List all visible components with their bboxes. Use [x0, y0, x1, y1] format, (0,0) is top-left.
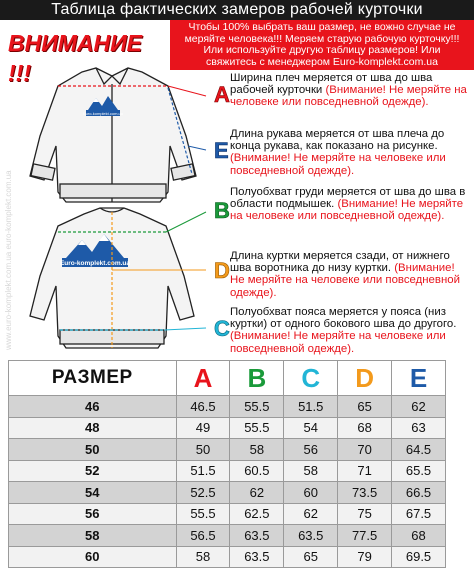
warning-line: Чтобы 100% выбрать ваш размер, не вожно случае не [188, 21, 456, 33]
table-row [9, 417, 446, 439]
table-cell: 58 [9, 525, 177, 547]
description-e: Длина рукава меряется от шва плеча до конца рукава, как показано на рисунке. (Внимание! Не меряйте на человеке или повседневной одежде). [230, 128, 446, 177]
table-cell: 71 [338, 460, 392, 482]
table-row [9, 460, 446, 482]
table-row [9, 525, 446, 547]
table-cell: 67.5 [392, 503, 446, 525]
table-cell: 62 [392, 396, 446, 418]
table-cell: 63 [392, 417, 446, 439]
table-row [9, 439, 446, 461]
table-cell: 56 [284, 439, 338, 461]
table-cell: 65 [284, 546, 338, 568]
table-cell: 73.5 [338, 482, 392, 504]
table-cell: 50 [9, 439, 177, 461]
table-cell: 48 [9, 417, 177, 439]
table-cell: 58 [176, 546, 230, 568]
warning-box [170, 20, 474, 70]
header-c: C [284, 361, 338, 396]
size-table [8, 360, 446, 568]
table-cell: 63.5 [284, 525, 338, 547]
pointer-line-c [164, 328, 206, 330]
table-cell: 77.5 [338, 525, 392, 547]
label-letter-d: D [214, 258, 230, 283]
size-table-header [9, 361, 446, 396]
table-cell: 60 [284, 482, 338, 504]
jacket-front-illustration [30, 68, 196, 202]
page-title: Таблица фактических замеров рабочей курточки [0, 0, 474, 20]
jacket-diagram [0, 66, 230, 356]
label-letter-b: B [214, 198, 230, 223]
table-cell: 68 [338, 417, 392, 439]
table-cell: 69.5 [392, 546, 446, 568]
pointer-line-a [168, 86, 206, 96]
warning-heading: ВНИМАНИЕ !!! [8, 30, 143, 86]
description-b: Полуобхват груди меряется от шва до шва в области подмышек. (Внимание! Не меряйте на человеке или повседневной одежде). [230, 186, 466, 223]
logo-text-front: Euro-komplekt.com.ua [82, 111, 124, 116]
table-cell: 66.5 [392, 482, 446, 504]
table-cell: 56.5 [176, 525, 230, 547]
table-cell: 54 [284, 417, 338, 439]
label-letter-e: E [214, 138, 229, 163]
label-letter-c: C [214, 316, 230, 341]
table-cell: 65 [338, 396, 392, 418]
table-cell: 63.5 [230, 546, 284, 568]
table-cell: 46 [9, 396, 177, 418]
table-cell: 56 [9, 503, 177, 525]
warning-line: свяжитесь с менеджером Euro-komplekt.com.ua [206, 55, 438, 68]
description-a: Ширина плеч меряется от шва до шва рабочей курточки (Внимание! Не меряйте на человеке или повседневной одежде). [230, 72, 467, 109]
table-cell: 79 [338, 546, 392, 568]
table-cell: 68 [392, 525, 446, 547]
header-d: D [338, 361, 392, 396]
table-row [9, 396, 446, 418]
table-cell: 54 [9, 482, 177, 504]
description-d: Длина куртки меряется сзади, от нижнего шва воротника до низу куртки. (Внимание! Не меряйте на человеке или повседневной одежде). [230, 250, 460, 299]
table-cell: 55.5 [176, 503, 230, 525]
table-cell: 52.5 [176, 482, 230, 504]
watermark: www.euro-komplekt.com.ua euro-komplekt.com.ua [4, 170, 13, 350]
table-cell: 60.5 [230, 460, 284, 482]
table-cell: 46.5 [176, 396, 230, 418]
table-cell: 58 [284, 460, 338, 482]
logo-text-back: Euro-komplekt.com.ua [59, 260, 131, 267]
header-b: B [230, 361, 284, 396]
table-cell: 58 [230, 439, 284, 461]
description-c: Полуобхват пояса меряется у пояса (низ куртки) от одного бокового шва до другого. (Внимание! Не меряйте на человеке или повседневной одежде). [230, 306, 457, 355]
table-cell: 50 [176, 439, 230, 461]
header-size: РАЗМЕР [9, 361, 177, 396]
table-cell: 62.5 [230, 503, 284, 525]
warning-line: Или используйте другую таблицу размеров! Или [203, 44, 441, 56]
warning-line: меряйте человека!!! Меряем старую рабочую курточку!!! [184, 32, 460, 45]
table-cell: 52 [9, 460, 177, 482]
table-cell: 51.5 [284, 396, 338, 418]
label-letter-a: A [214, 82, 230, 107]
table-cell: 51.5 [176, 460, 230, 482]
table-cell: 75 [338, 503, 392, 525]
table-cell: 64.5 [392, 439, 446, 461]
table-cell: 62 [284, 503, 338, 525]
table-cell: 55.5 [230, 417, 284, 439]
table-row [9, 503, 446, 525]
table-cell: 65.5 [392, 460, 446, 482]
pointer-line-e [188, 146, 206, 150]
table-cell: 55.5 [230, 396, 284, 418]
table-cell: 62 [230, 482, 284, 504]
table-cell: 63.5 [230, 525, 284, 547]
header-e: E [392, 361, 446, 396]
header-a: A [176, 361, 230, 396]
table-cell: 60 [9, 546, 177, 568]
pointer-line-b [166, 212, 206, 232]
table-row [9, 482, 446, 504]
table-cell: 70 [338, 439, 392, 461]
table-cell: 49 [176, 417, 230, 439]
